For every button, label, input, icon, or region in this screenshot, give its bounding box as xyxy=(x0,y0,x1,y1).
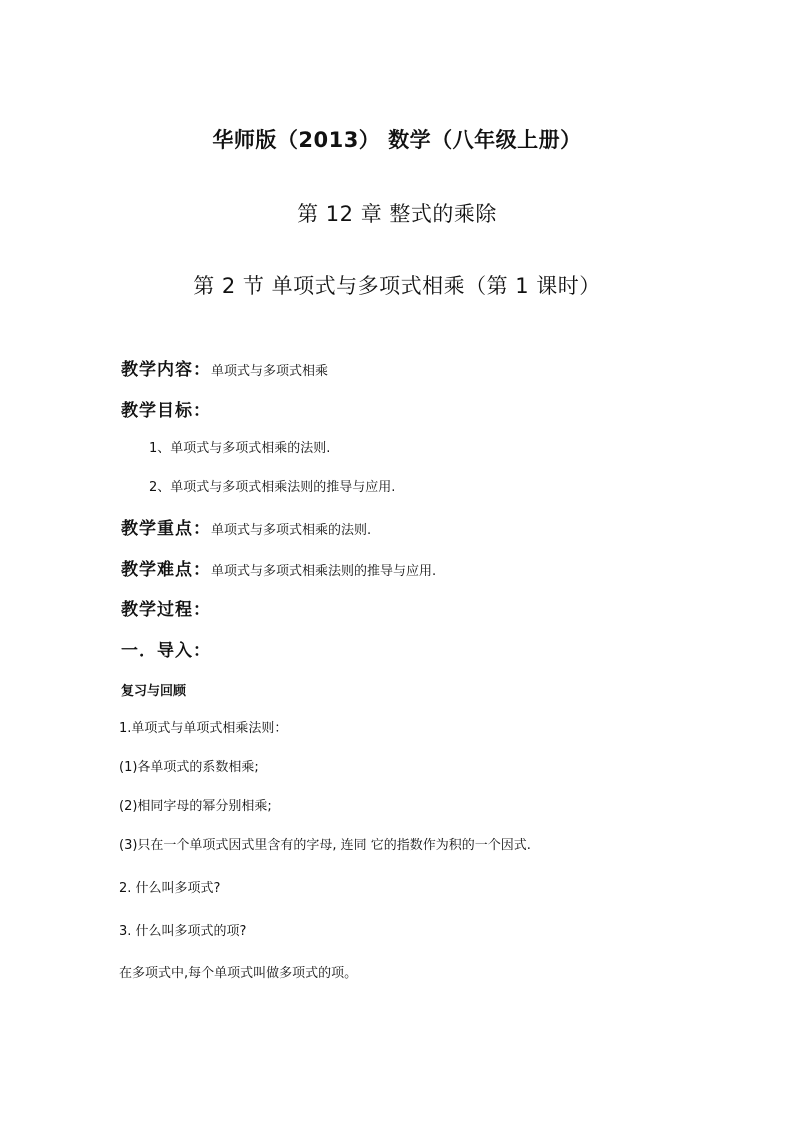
difficulty-text: 单项式与多项式相乘法则的推导与应用. xyxy=(211,564,437,579)
objective-item-1: 1、单项式与多项式相乘的法则. xyxy=(149,441,331,456)
review-heading: 复习与回顾 xyxy=(121,684,187,699)
content-row xyxy=(121,355,328,380)
review-line-5: 2. 什么叫多项式? xyxy=(119,881,221,896)
objectives-label: 教学目标： xyxy=(121,401,211,421)
difficulty-label: 教学难点： xyxy=(121,560,211,580)
section-title: 第 2 节 单项式与多项式相乘（第 1 课时） xyxy=(193,274,601,298)
process-row xyxy=(121,595,211,620)
chapter-title: 第 12 章 整式的乘除 xyxy=(297,202,497,226)
content-label: 教学内容： xyxy=(121,360,211,380)
review-line-1: 1.单项式与单项式相乘法则： xyxy=(119,721,288,736)
key-point-label: 教学重点： xyxy=(121,519,211,539)
review-line-3: (2)相同字母的幂分别相乘; xyxy=(119,799,272,814)
review-line-7: 在多项式中,每个单项式叫做多项式的项。 xyxy=(119,966,358,981)
intro-label: 一．导入： xyxy=(121,641,211,661)
intro-row xyxy=(121,636,211,661)
objectives-row xyxy=(121,396,211,421)
key-point-text: 单项式与多项式相乘的法则. xyxy=(211,523,372,538)
key-point-row xyxy=(121,514,371,539)
objective-item-2: 2、单项式与多项式相乘法则的推导与应用. xyxy=(149,480,396,495)
document-title: 华师版（2013） 数学（八年级上册） xyxy=(212,128,582,152)
review-line-6: 3. 什么叫多项式的项? xyxy=(119,924,247,939)
review-line-4: (3)只在一个单项式因式里含有的字母, 连同 它的指数作为积的一个因式. xyxy=(119,838,531,853)
process-label: 教学过程： xyxy=(121,600,211,620)
content-text: 单项式与多项式相乘 xyxy=(211,364,329,379)
review-line-2: (1)各单项式的系数相乘; xyxy=(119,760,259,775)
difficulty-row xyxy=(121,555,436,580)
